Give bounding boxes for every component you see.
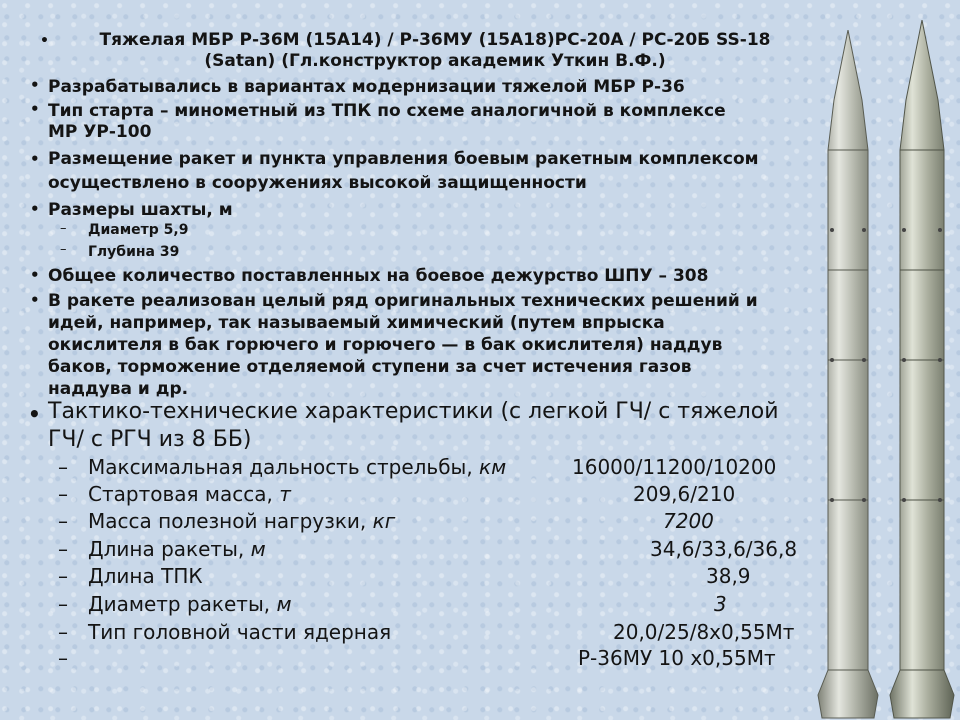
bullet-text: МР УР-100 [48,122,152,142]
bullet-text: окислителя в бак горючего и горючего — в бак окислителя) наддув [48,335,723,355]
spec-unit: м [250,537,266,561]
bullet-text: Размеры шахты, м [48,200,233,220]
bullet-marker: • [30,100,40,118]
shaft-diameter: Диаметр 5,9 [88,222,189,238]
spec-value: 16000/11200/10200 [572,455,777,479]
dash-marker: – [58,592,68,616]
dash-marker: – [58,620,68,644]
dash-marker: – [60,221,67,236]
spec-row [58,509,818,537]
shaft-depth: Глубина 39 [88,244,180,260]
spec-unit: м [276,592,292,616]
dash-marker: – [60,242,67,257]
spec-unit: км [479,455,507,479]
bullet-marker: • [30,150,40,168]
spec-value: 20,0/25/8х0,55Мт [613,620,795,644]
rocket-image-right [884,20,960,720]
spec-row [58,646,818,674]
bullet-marker: • [40,33,49,49]
spec-row [58,564,818,592]
dash-marker: – [58,455,68,479]
spec-row [58,482,818,510]
bullet-text: баков, торможение отделяемой ступени за счет истечения газов [48,357,692,377]
tth-heading-line-2: ГЧ/ с РГЧ из 8 ББ) [48,427,252,452]
bullet-marker: • [30,291,40,309]
bullet-marker: • [30,200,40,218]
bullet-text: В ракете реализован целый ряд оригинальных технических решений и [48,291,758,311]
spec-value: 3 [714,592,727,616]
spec-value: Р-36МУ 10 х0,55Мт [578,646,776,670]
spec-unit: кг [372,509,396,533]
dash-marker: – [58,482,68,506]
spec-label: Масса полезной нагрузки, [88,509,373,533]
dash-marker: – [58,646,68,670]
spec-row [58,455,818,483]
bullet-text: наддува и др. [48,379,189,399]
spec-label: Длина ракеты, [88,537,251,561]
bullet-marker: • [30,266,40,284]
spec-label: Стартовая масса, [88,482,280,506]
bullet-marker: • [28,402,41,426]
spec-label: Длина ТПК [88,564,203,588]
title-line-1: Тяжелая МБР Р-36М (15А14) / Р-36МУ (15А18)РС-20А / РС-20Б SS-18 [99,30,771,50]
spec-value: 209,6/210 [633,482,736,506]
spec-row [58,620,818,648]
bullet-text: Тип старта – минометный из ТПК по схеме аналогичной в комплексе [48,101,726,121]
tth-heading-line-1: Тактико-технические характеристики (с легкой ГЧ/ с тяжелой [48,399,779,424]
rocket-image-left [810,30,886,720]
spec-unit: т [279,482,291,506]
title-line-2: (Satan) (Гл.конструктор академик Уткин В.Ф.) [204,51,666,71]
spec-value: 34,6/33,6/36,8 [650,537,798,561]
spec-label: Максимальная дальность стрельбы, [88,455,480,479]
dash-marker: – [58,537,68,561]
bullet-text: Общее количество поставленных на боевое дежурство ШПУ – 308 [48,266,709,286]
spec-value: 38,9 [706,564,751,588]
spec-row [58,537,818,565]
bullet-text: осуществлено в сооружениях высокой защищенности [48,173,587,193]
dash-marker: – [58,564,68,588]
slide-title [65,30,805,72]
spec-value: 7200 [663,509,714,533]
spec-row [58,592,818,620]
bullet-text: Размещение ракет и пункта управления боевым ракетным комплексом [48,149,759,169]
bullet-text: идей, например, так называемый химический (путем впрыска [48,313,665,333]
spec-label: Диаметр ракеты, [88,592,277,616]
bullet-text: Разрабатывались в вариантах модернизации тяжелой МБР Р-36 [48,77,685,97]
bullet-marker: • [30,76,40,94]
dash-marker: – [58,509,68,533]
spec-label: Тип головной части ядерная [88,620,392,644]
